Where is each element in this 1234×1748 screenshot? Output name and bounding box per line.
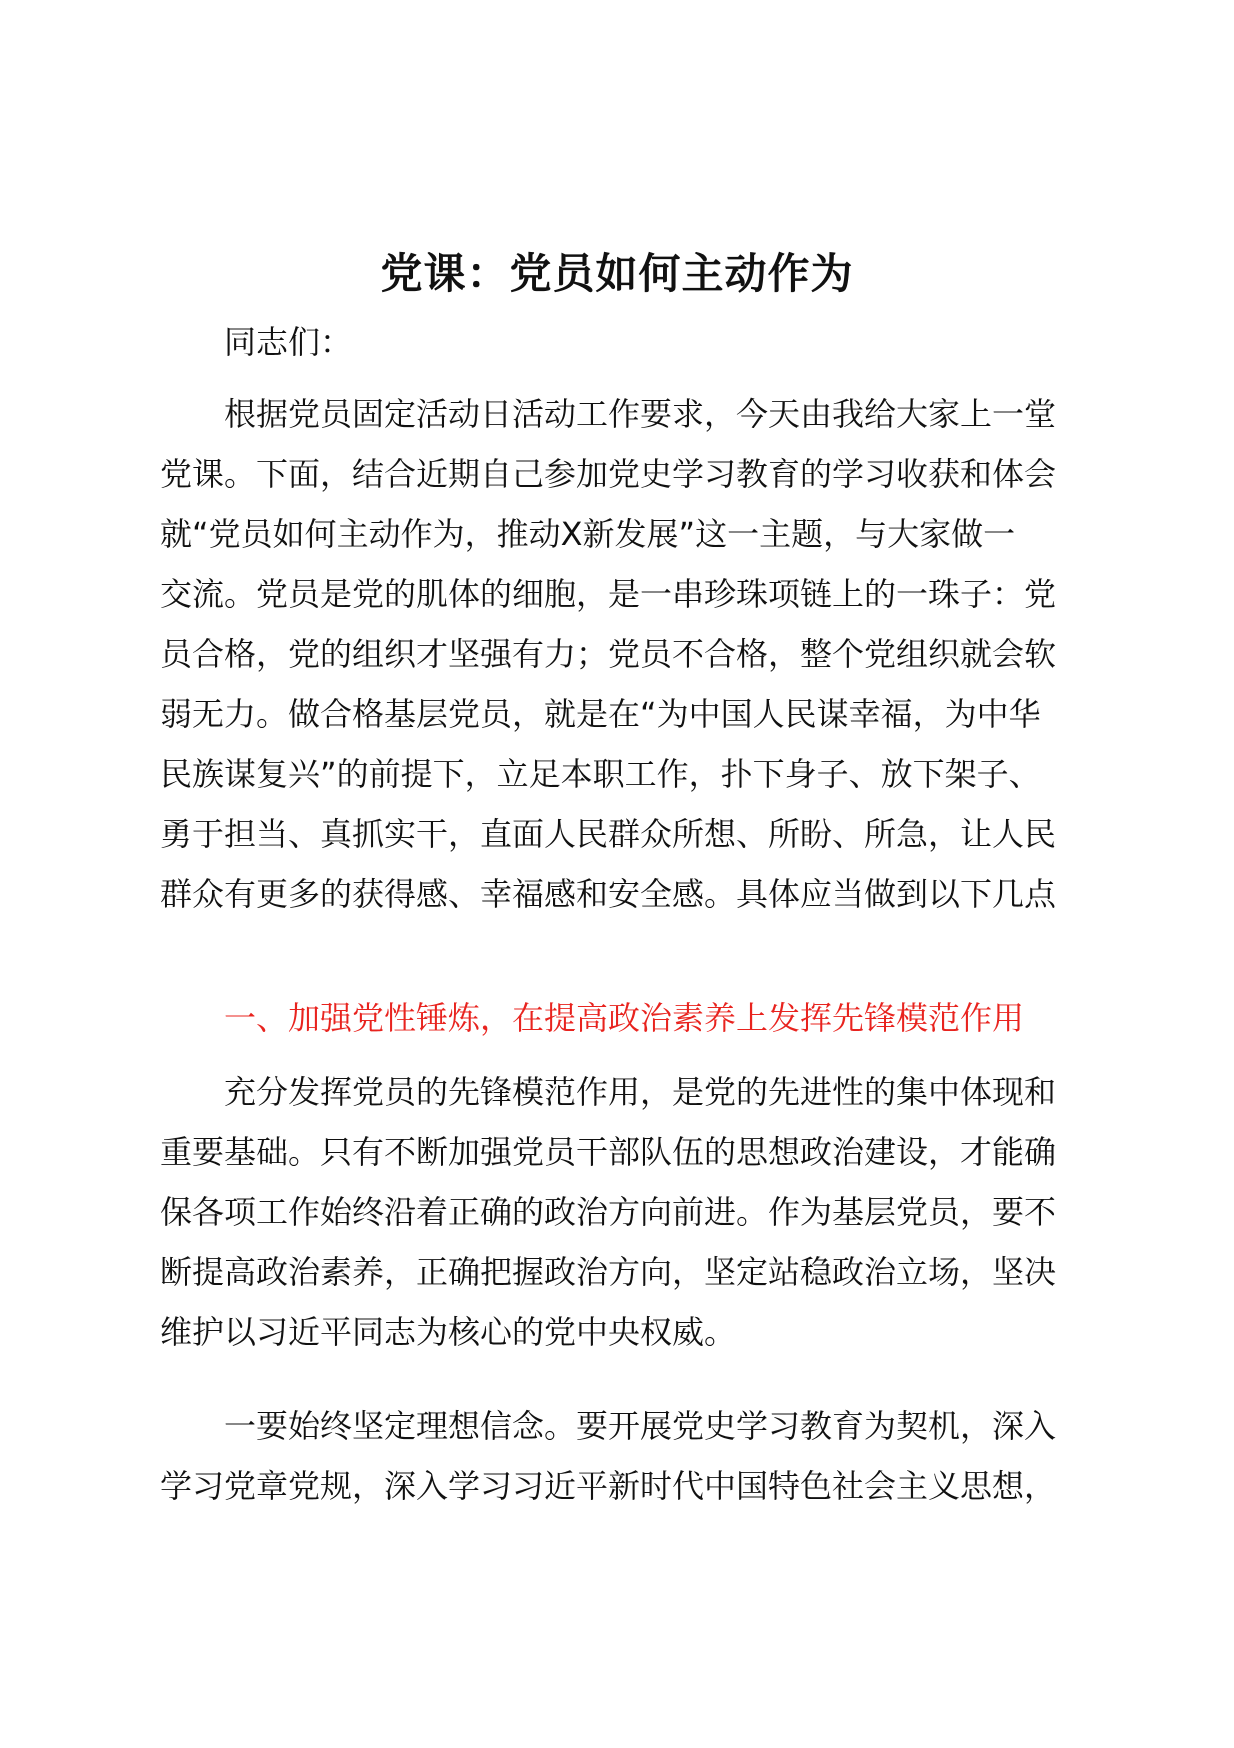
paragraph-line: 党课。下面，结合近期自己参加党史学习教育的学习收获和体会 xyxy=(160,455,1057,493)
document-title: 党课：党员如何主动作为 xyxy=(380,249,854,298)
paragraph-line: 就“党员如何主动作为，推动X新发展”这一主题，与大家做一 xyxy=(160,515,1016,553)
paragraph-line: 学习党章党规，深入学习习近平新时代中国特色社会主义思想， xyxy=(160,1467,1057,1505)
paragraph-line: 根据党员固定活动日活动工作要求，今天由我给大家上一堂 xyxy=(224,395,1057,433)
paragraph-section1 xyxy=(160,1062,1100,1362)
paragraph-line: 员合格，党的组织才坚强有力；党员不合格，整个党组织就会软 xyxy=(160,635,1057,673)
paragraph-intro xyxy=(160,384,1100,924)
paragraph-line: 保各项工作始终沿着正确的政治方向前进。作为基层党员，要不 xyxy=(160,1193,1057,1231)
paragraph-line: 重要基础。只有不断加强党员干部队伍的思想政治建设，才能确 xyxy=(160,1133,1057,1171)
paragraph-line: 勇于担当、真抓实干，直面人民群众所想、所盼、所急，让人民 xyxy=(160,815,1057,853)
section-heading-block xyxy=(160,988,1100,1048)
paragraph-line: 一要始终坚定理想信念。要开展党史学习教育为契机，深入 xyxy=(224,1407,1057,1445)
paragraph-ideals xyxy=(160,1396,1100,1516)
greeting-block xyxy=(160,312,1100,372)
greeting-text: 同志们： xyxy=(224,323,353,361)
paragraph-line: 维护以习近平同志为核心的党中央权威。 xyxy=(160,1313,737,1351)
paragraph-line: 断提高政治素养，正确把握政治方向，坚定站稳政治立场，坚决 xyxy=(160,1253,1057,1291)
paragraph-line: 群众有更多的获得感、幸福感和安全感。具体应当做到以下几点 xyxy=(160,875,1057,913)
section-heading: 一、加强党性锤炼，在提高政治素养上发挥先锋模范作用 xyxy=(224,999,1025,1037)
paragraph-line: 交流。党员是党的肌体的细胞，是一串珍珠项链上的一珠子：党 xyxy=(160,575,1057,613)
paragraph-line: 充分发挥党员的先锋模范作用，是党的先进性的集中体现和 xyxy=(224,1073,1057,1111)
paragraph-line: 弱无力。做合格基层党员，就是在“为中国人民谋幸福，为中华 xyxy=(160,695,1041,733)
paragraph-line: 民族谋复兴”的前提下，立足本职工作，扑下身子、放下架子、 xyxy=(160,755,1041,793)
